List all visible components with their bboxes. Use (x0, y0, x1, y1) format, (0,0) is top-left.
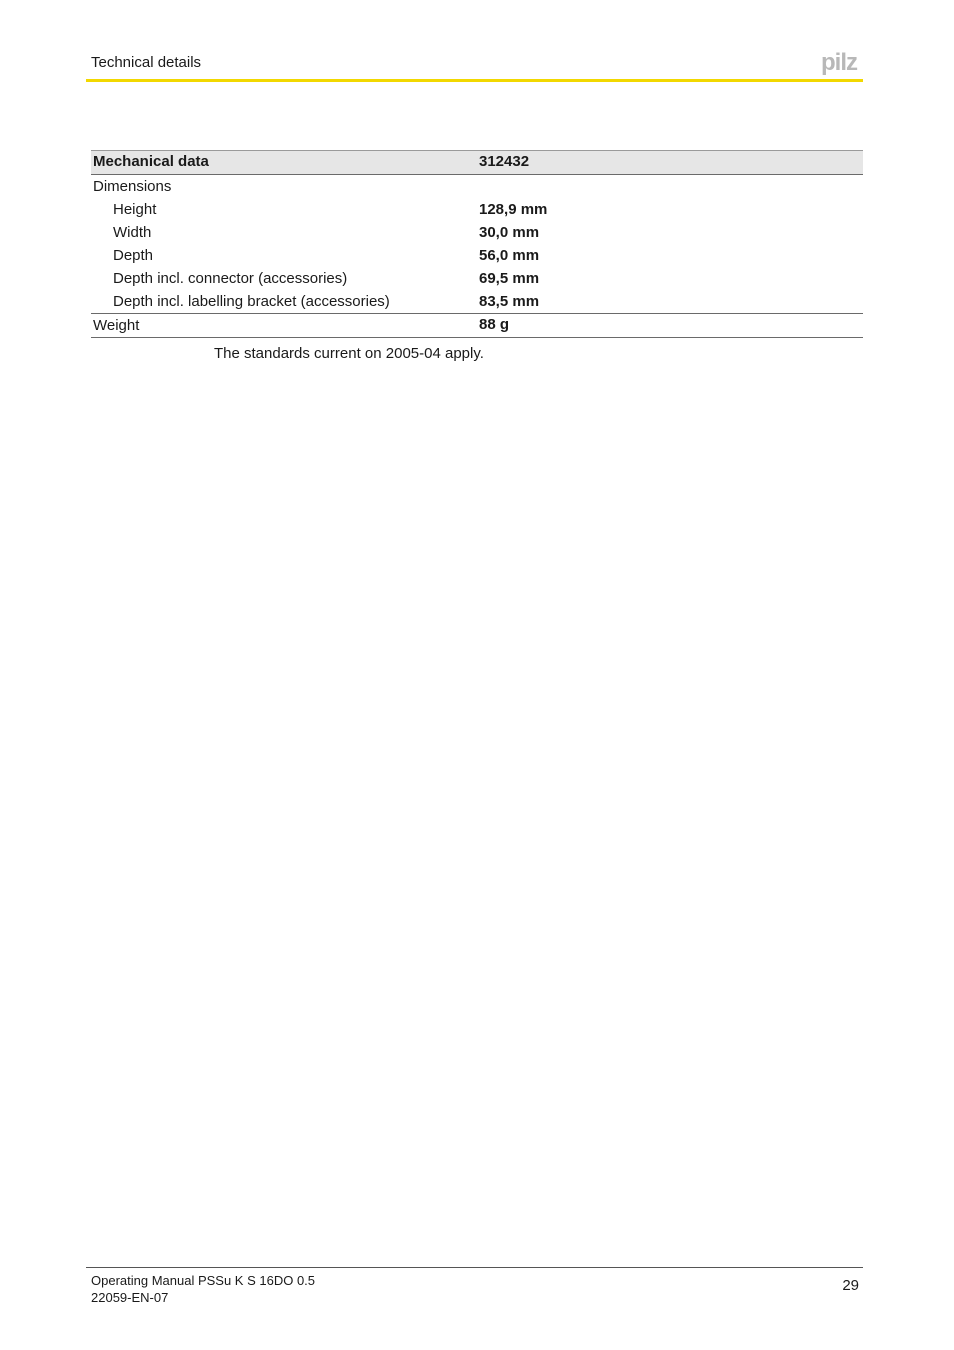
table-header-row (91, 150, 863, 175)
section-title: Technical details (91, 54, 202, 71)
row-label: Height (113, 201, 157, 218)
row-value: 30,0 mm (479, 224, 540, 241)
dimensions-label: Dimensions (93, 178, 172, 195)
table-row (91, 244, 863, 267)
row-label: Depth incl. connector (accessories) (113, 270, 348, 287)
table-row-weight (91, 313, 863, 338)
row-label: Width (113, 224, 152, 241)
table-row (91, 198, 863, 221)
weight-value: 88 g (479, 316, 510, 333)
row-value: 56,0 mm (479, 247, 540, 264)
footer-doc-number: 22059-EN-07 (91, 1290, 169, 1305)
standards-note: The standards current on 2005-04 apply. (214, 345, 484, 362)
row-value: 83,5 mm (479, 293, 540, 310)
row-label: Depth incl. labelling bracket (accessories) (113, 293, 390, 310)
table-header-label: Mechanical data (93, 153, 209, 170)
table-row (91, 175, 863, 198)
mechanical-data-table (91, 150, 863, 338)
footer-manual-title: Operating Manual PSSu K S 16DO 0.5 (91, 1273, 316, 1288)
header-divider (86, 79, 863, 82)
row-value: 128,9 mm (479, 201, 548, 218)
table-row (91, 267, 863, 290)
table-header-value: 312432 (479, 153, 530, 170)
row-value: 69,5 mm (479, 270, 540, 287)
weight-label: Weight (93, 317, 140, 334)
pilz-logo: pilz (821, 49, 857, 76)
table-row (91, 221, 863, 244)
table-row (91, 290, 863, 313)
page-number: 29 (842, 1277, 859, 1294)
row-label: Depth (113, 247, 154, 264)
footer-divider (86, 1267, 863, 1268)
